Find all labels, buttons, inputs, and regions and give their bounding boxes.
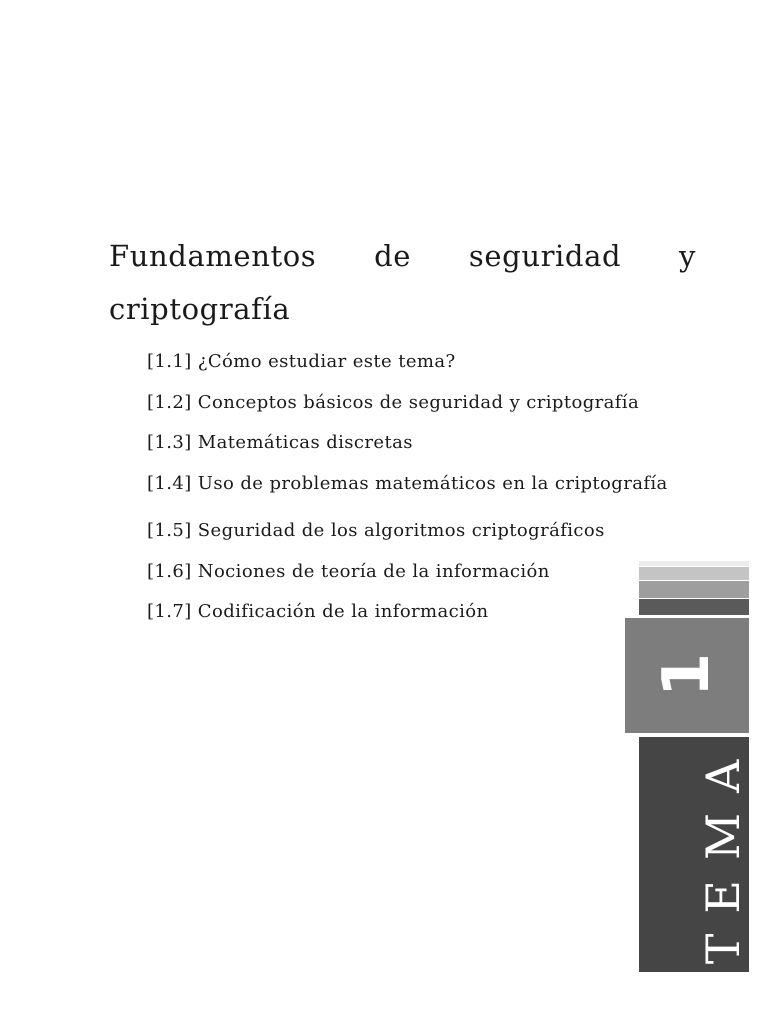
chapter-number: 1 (650, 652, 724, 698)
chapter-number-box (625, 618, 749, 733)
page-title: Fundamentos de seguridad y criptografía (109, 239, 696, 326)
decorative-stripe-dark (639, 599, 749, 615)
toc-item-1-3: [1.3] Matemáticas discretas (147, 432, 413, 453)
toc-item-1-6: [1.6] Nociones de teoría de la información (147, 561, 550, 582)
toc-item-1-1: [1.1] ¿Cómo estudiar este tema? (147, 351, 456, 372)
toc-item-1-4: [1.4] Uso de problemas matemáticos en la criptografía (147, 473, 668, 494)
toc-item-1-2: [1.2] Conceptos básicos de seguridad y criptografía (147, 392, 640, 413)
chapter-label-box (639, 737, 749, 972)
toc-item-1-5: [1.5] Seguridad de los algoritmos criptográficos (147, 520, 605, 541)
decorative-stripe-light-gray (639, 567, 749, 580)
toc-item-1-7: [1.7] Codificación de la información (147, 601, 489, 622)
decorative-stripe-light (639, 561, 749, 566)
decorative-stripe-gray (639, 581, 749, 598)
chapter-label: TEMA (696, 739, 750, 965)
